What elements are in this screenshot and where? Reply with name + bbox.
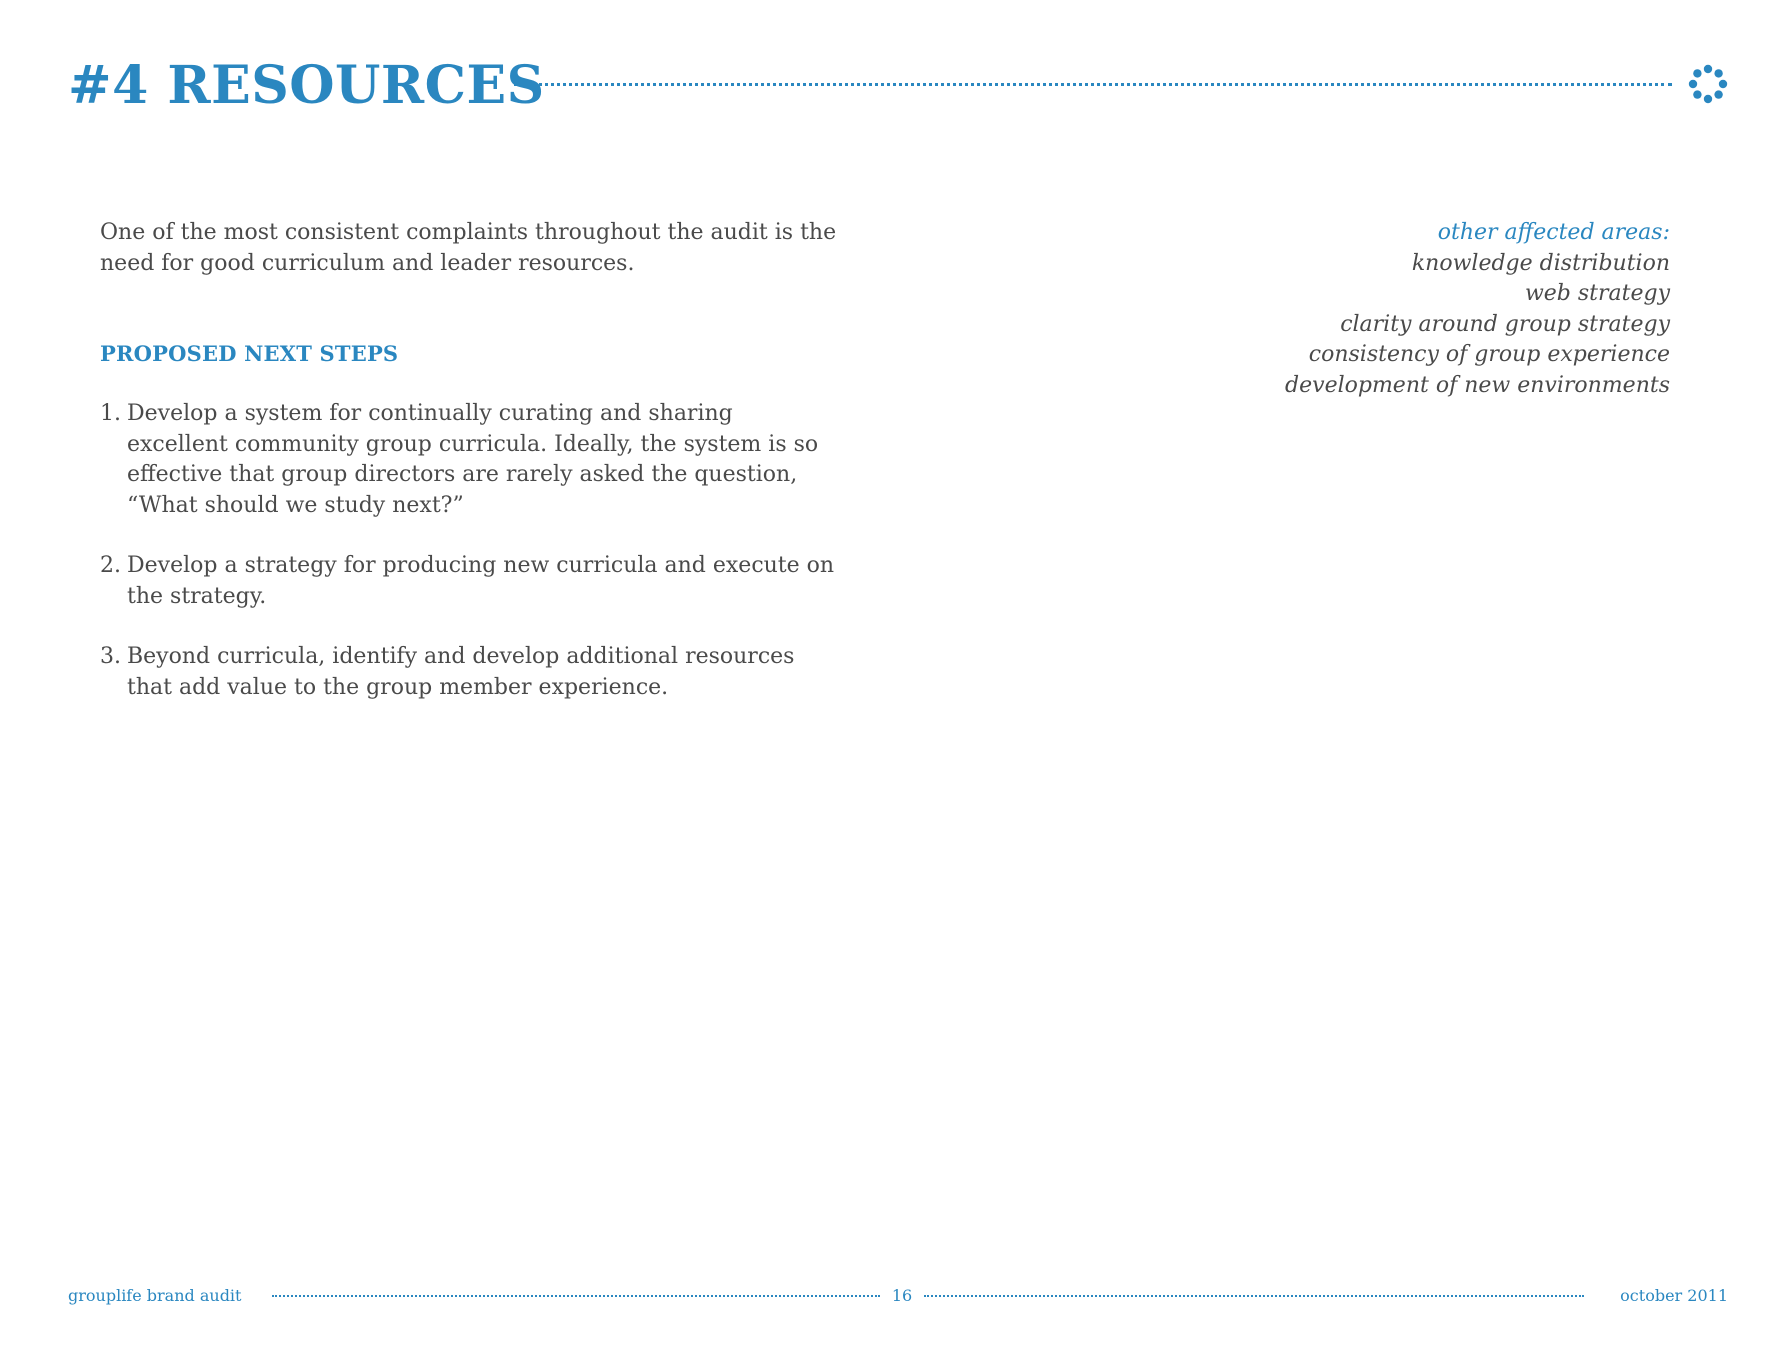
affected-areas-list [1050, 249, 1670, 402]
footer-dotted-rule-right [924, 1295, 1584, 1297]
list-item [100, 399, 840, 521]
list-item [100, 551, 840, 612]
intro-paragraph: One of the most consistent complaints throughout the audit is the need for good curriculum and leader resources. [100, 220, 837, 276]
section-heading: PROPOSED NEXT STEPS [100, 341, 399, 366]
step-number: 1. [100, 401, 121, 426]
step-number: 2. [100, 553, 121, 578]
list-item: clarity around group strategy [1340, 311, 1670, 337]
main-content [100, 218, 840, 733]
sidebar-heading: other affected areas: [1437, 220, 1670, 245]
step-text: Beyond curricula, identify and develop additional resources that add value to the group member experience. [127, 644, 795, 700]
list-item: knowledge distribution [1411, 250, 1670, 276]
steps-list [100, 399, 840, 703]
header-dotted-rule [514, 83, 1672, 86]
list-item: development of new environments [1285, 372, 1670, 398]
step-number: 3. [100, 644, 121, 669]
step-text: Develop a system for continually curating and sharing excellent community group curricula. Ideally, the system is so effective that group directors are rarely asked the question, “What should we study next?” [127, 401, 819, 518]
footer-dotted-rule-left [272, 1295, 880, 1297]
page-header [68, 50, 1728, 122]
footer-document-title: grouplife brand audit [68, 1286, 242, 1305]
step-text: Develop a strategy for producing new curricula and execute on the strategy. [127, 553, 835, 609]
dotted-circle-icon [1688, 64, 1728, 104]
list-item [100, 642, 840, 703]
affected-areas-sidebar [1050, 218, 1670, 401]
list-item: web strategy [1524, 281, 1670, 306]
page-title: #4 RESOURCES [68, 55, 545, 116]
page-number: 16 [891, 1286, 913, 1305]
list-item: consistency of group experience [1308, 342, 1670, 367]
page-footer [68, 1282, 1728, 1310]
footer-date: october 2011 [1620, 1286, 1728, 1305]
